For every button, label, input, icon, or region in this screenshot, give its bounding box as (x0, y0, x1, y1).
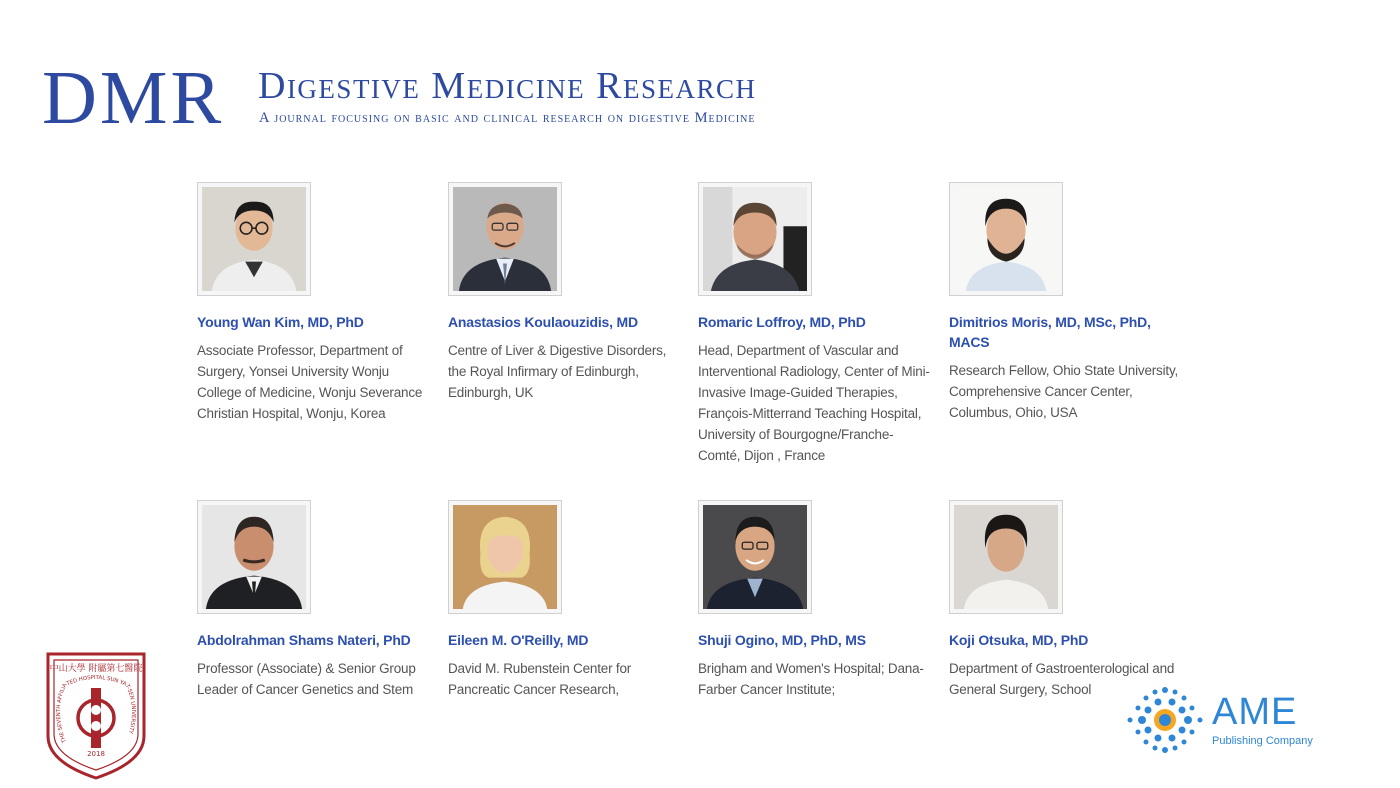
portrait-image (954, 505, 1058, 609)
member-photo (197, 500, 311, 614)
ame-dots-icon (1122, 684, 1208, 756)
ame-name: AME (1212, 691, 1298, 733)
member-affiliation: Associate Professor, Department of Surgery, Yonsei University Wonju College of Medicine, Wonju Severance Christian Hospital, Wonju, Korea (197, 343, 423, 421)
portrait-image (453, 505, 557, 609)
member-card (197, 500, 433, 700)
seal-year: 2018 (87, 750, 105, 758)
member-affiliation: David M. Rubenstein Center for Pancreatic Cancer Research, (448, 661, 632, 697)
portrait-image (954, 187, 1058, 291)
journal-tagline: A journal focusing on basic and clinical research on digestive Medicine (259, 110, 756, 126)
member-name[interactable]: Koji Otsuka, MD, PhD (949, 632, 1089, 648)
member-photo (698, 500, 812, 614)
member-photo (197, 182, 311, 296)
member-card (698, 500, 934, 700)
portrait-image (703, 505, 807, 609)
member-photo (448, 182, 562, 296)
member-card (448, 182, 684, 403)
member-affiliation: Head, Department of Vascular and Interventional Radiology, Center of Mini-Invasive Image-Guided Therapies, François-Mitterrand Teaching Hospital, University of Bourgogne/Franche-Comté, Dijon , France (698, 343, 930, 463)
dmr-logo: DMR (42, 56, 225, 140)
journal-title: Digestive Medicine Research (258, 65, 757, 107)
member-affiliation: Department of Gastroenterological and General Surgery, School (949, 661, 1175, 697)
member-name[interactable]: Shuji Ogino, MD, PhD, MS (698, 632, 866, 648)
hospital-seal (44, 650, 148, 780)
ame-logo (1122, 684, 1322, 756)
portrait-image (202, 505, 306, 609)
member-card (698, 182, 934, 466)
member-name[interactable]: Eileen M. O'Reilly, MD (448, 632, 589, 648)
journal-header (42, 56, 942, 140)
member-card (197, 182, 433, 424)
member-photo (949, 500, 1063, 614)
member-name[interactable]: Romaric Loffroy, MD, PhD (698, 314, 866, 330)
member-name[interactable]: Young Wan Kim, MD, PhD (197, 314, 364, 330)
ame-subtitle: Publishing Company (1212, 735, 1313, 747)
member-affiliation: Research Fellow, Ohio State University, Comprehensive Cancer Center, Columbus, Ohio, USA (949, 363, 1179, 420)
member-affiliation: Professor (Associate) & Senior Group Leader of Cancer Genetics and Stem (197, 661, 416, 697)
member-card (949, 500, 1185, 700)
portrait-image (703, 187, 807, 291)
portrait-image (202, 187, 306, 291)
member-photo (448, 500, 562, 614)
member-affiliation: Centre of Liver & Digestive Disorders, the Royal Infirmary of Edinburgh, Edinburgh, UK (448, 343, 667, 400)
portrait-image (453, 187, 557, 291)
member-photo (949, 182, 1063, 296)
member-card (949, 182, 1185, 423)
member-name[interactable]: Abdolrahman Shams Nateri, PhD (197, 632, 411, 648)
member-affiliation: Brigham and Women's Hospital; Dana-Farber Cancer Institute; (698, 661, 924, 697)
seal-top-text: 中山大學 附屬第七醫院 (49, 664, 143, 674)
seal-ring-text: THE SEVENTH AFFILIATED HOSPITAL SUN YAT-SEN UNIVERSITY (55, 674, 137, 744)
member-name[interactable]: Anastasios Koulaouzidis, MD (448, 314, 638, 330)
member-name[interactable]: Dimitrios Moris, MD, MSc, PhD, MACS (949, 314, 1151, 350)
member-card (448, 500, 684, 700)
member-photo (698, 182, 812, 296)
